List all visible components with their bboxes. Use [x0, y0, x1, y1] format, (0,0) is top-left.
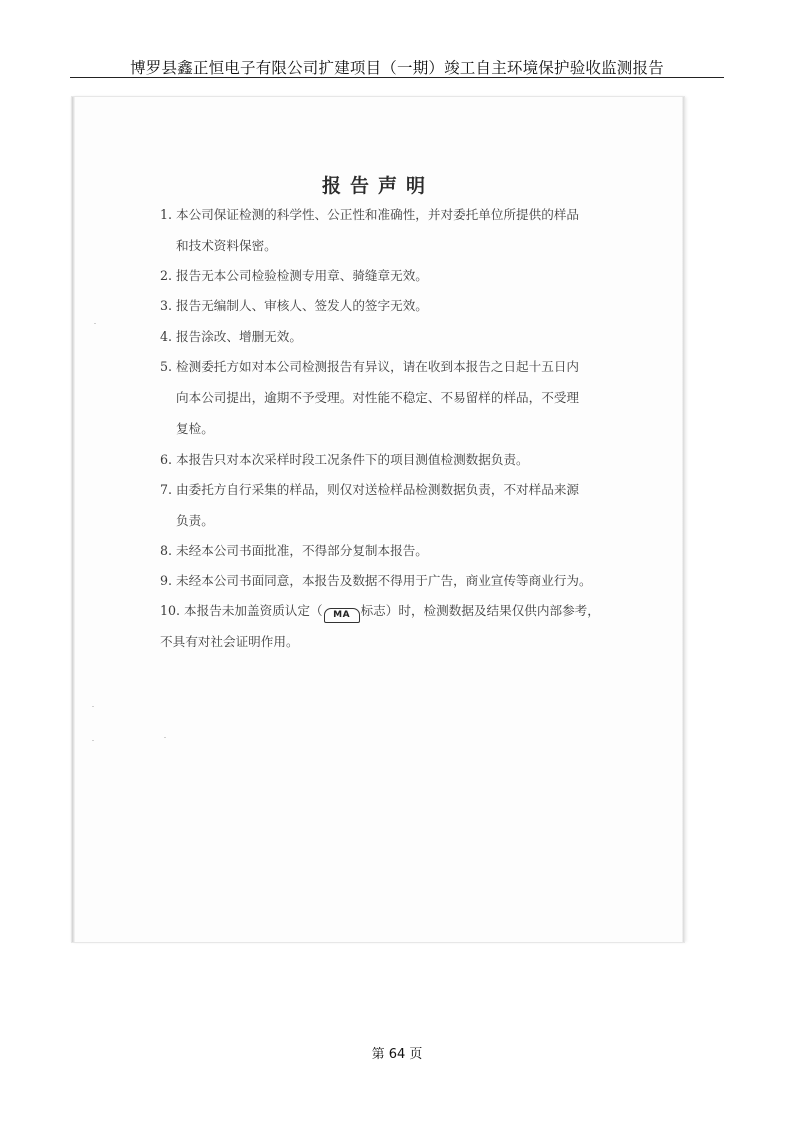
statement-5: [160, 351, 579, 444]
statement-4: [160, 321, 302, 352]
statement-6: [160, 444, 529, 475]
statement-line: 4. 报告涂改、增删无效。: [160, 329, 302, 344]
statement-line: 6. 本报告只对本次采样时段工况条件下的项目测值检测数据负责。: [160, 452, 529, 467]
scan-left-edge: [72, 97, 75, 942]
statement-10-text-after: 标志）时，检测数据及结果仅供内部参考，: [360, 603, 600, 618]
statement-line: 负责。: [176, 513, 214, 528]
statement-8: [160, 535, 428, 566]
statement-line: 2. 报告无本公司检验检测专用章、骑缝章无效。: [160, 268, 428, 283]
statement-10: [160, 595, 600, 657]
statement-7: [160, 474, 579, 536]
statement-line: 9. 未经本公司书面同意，本报告及数据不得用于广告，商业宣传等商业行为。: [160, 573, 592, 588]
cma-qualification-mark: MA: [324, 608, 360, 623]
statement-line: 复检。: [176, 421, 214, 436]
statement-line: 1. 本公司保证检测的科学性、公正性和准确性，并对委托单位所提供的样品: [160, 207, 580, 222]
statement-line: 8. 未经本公司书面批准，不得部分复制本报告。: [160, 543, 428, 558]
scan-speck: [92, 740, 94, 741]
scan-speck: [94, 323, 96, 324]
statement-line: 5. 检测委托方如对本公司检测报告有异议，请在收到本报告之日起十五日内: [160, 359, 580, 374]
page-number: 第 64 页: [371, 1047, 423, 1062]
statement-line: 向本公司提出，逾期不予受理。对性能不稳定、不易留样的样品，不受理: [176, 390, 579, 405]
statement-2: [160, 260, 428, 291]
statement-9: [160, 565, 592, 596]
scan-right-edge: [682, 97, 684, 942]
scan-speck: [92, 706, 94, 707]
statement-1: [160, 199, 579, 261]
statement-line: [160, 603, 600, 618]
statement-10-text-before: 10. 本报告未加盖资质认定（: [160, 603, 323, 618]
statement-line: 3. 报告无编制人、审核人、签发人的签字无效。: [160, 298, 428, 313]
statement-line: 和技术资料保密。: [176, 238, 277, 253]
scanned-declaration-page: [72, 97, 684, 942]
scan-speck: [164, 737, 166, 738]
statement-line: 7. 由委托方自行采集的样品，则仅对送检样品检测数据负责，不对样品来源: [160, 482, 580, 497]
header-divider: [70, 77, 724, 78]
page-header-title: 博罗县鑫正恒电子有限公司扩建项目（一期）竣工自主环境保护验收监测报告: [130, 59, 664, 77]
statement-3: [160, 290, 428, 321]
statement-line: 不具有对社会证明作用。: [160, 634, 299, 649]
document-title: 报告声明: [321, 175, 434, 197]
